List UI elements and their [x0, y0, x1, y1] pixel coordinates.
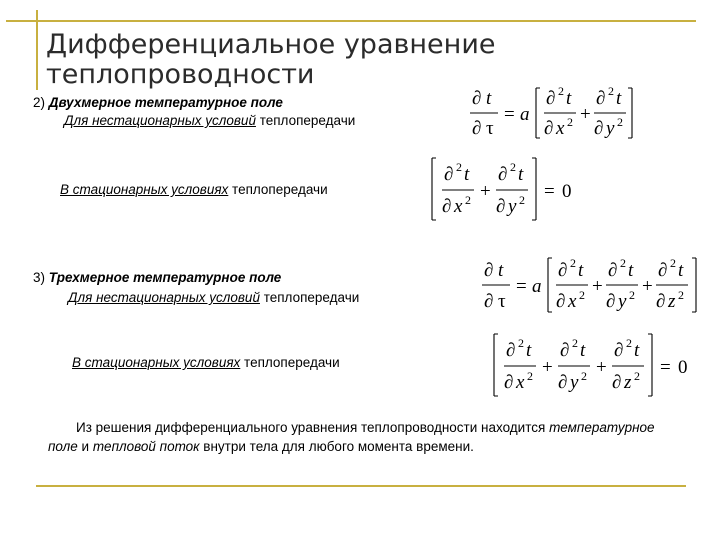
section-3-stationary-label	[72, 355, 340, 370]
eq1-term1-t: t	[566, 88, 572, 109]
eq3-den-partial: ∂	[484, 291, 494, 312]
eq2-term2-den-sup: 2	[519, 193, 525, 207]
eq1-term2-den-sup: 2	[617, 115, 623, 129]
eq4-left-bracket	[494, 334, 498, 396]
section-3-nonstationary-emphasis: Для нестационарных условий	[68, 290, 260, 305]
bottom-rule	[36, 485, 686, 487]
eq4-term1-partial: ∂	[506, 340, 516, 361]
eq1-equals: =	[504, 104, 515, 125]
equation-2d-nonstationary	[466, 80, 636, 144]
eq3-num-t: t	[498, 260, 504, 281]
eq4-term2-den-sup: 2	[581, 369, 587, 383]
eq1-term1-x: x	[556, 118, 565, 139]
eq1-term1-den-sup: 2	[567, 115, 573, 129]
eq3-term2-partial: ∂	[608, 260, 618, 281]
conclusion-emphasis-heat-flux: тепловой поток	[92, 439, 200, 454]
eq2-zero: 0	[562, 181, 572, 202]
eq4-term3-den-partial: ∂	[612, 372, 622, 393]
top-rule	[6, 20, 696, 22]
eq1-term2-sup: 2	[608, 84, 614, 98]
section-3-number: 3)	[33, 270, 46, 285]
eq4-term1-den-partial: ∂	[504, 372, 514, 393]
equation-3d-nonstationary	[478, 252, 708, 318]
eq4-term2-y: y	[570, 372, 579, 393]
eq4-term2-t: t	[580, 340, 586, 361]
eq1-num-t: t	[486, 88, 492, 109]
eq3-term2-den-partial: ∂	[606, 291, 616, 312]
eq2-term1-partial: ∂	[444, 164, 454, 185]
eq2-equals: =	[544, 181, 555, 202]
eq3-left-bracket	[548, 258, 552, 312]
eq2-term2-t: t	[518, 164, 524, 185]
slide-title: Дифференциальное уравнение теплопроводности	[46, 29, 496, 90]
eq1-term1-den-partial: ∂	[544, 118, 554, 139]
eq4-term1-sup: 2	[518, 336, 524, 350]
eq3-term3-den-sup: 2	[678, 288, 684, 302]
eq1-num-partial: ∂	[472, 88, 482, 109]
eq3-den-tau: τ	[498, 291, 506, 312]
eq4-term3-partial: ∂	[614, 340, 624, 361]
eq4-term2-sup: 2	[572, 336, 578, 350]
eq1-term2-y: y	[606, 118, 615, 139]
eq2-plus: +	[480, 181, 491, 202]
eq1-den-partial: ∂	[472, 118, 482, 139]
section-3-stationary-emphasis: В стационарных условиях	[72, 355, 241, 370]
eq1-plus: +	[580, 104, 591, 125]
eq2-left-bracket	[432, 158, 436, 220]
eq2-right-bracket	[532, 158, 536, 220]
section-3-heading	[33, 270, 281, 285]
eq3-term1-partial: ∂	[558, 260, 568, 281]
section-2-heading	[33, 95, 283, 110]
eq3-right-bracket	[692, 258, 696, 312]
eq4-term3-t: t	[634, 340, 640, 361]
eq4-term2-den-partial: ∂	[558, 372, 568, 393]
section-2-number: 2)	[33, 95, 46, 110]
section-3-nonstationary-suffix: теплопередачи	[259, 290, 360, 305]
eq2-term2-partial: ∂	[498, 164, 508, 185]
eq1-den-tau: τ	[486, 118, 494, 139]
eq3-term1-den-sup: 2	[579, 288, 585, 302]
eq4-term3-den-sup: 2	[634, 369, 640, 383]
eq3-term3-den-partial: ∂	[656, 291, 666, 312]
eq4-zero: 0	[678, 357, 688, 378]
eq4-equals: =	[660, 357, 671, 378]
conclusion-text-1: Из решения дифференциального уравнения теплопроводности находится	[76, 420, 550, 435]
section-2-stationary-label	[60, 182, 328, 197]
section-2-stationary-emphasis: В стационарных условиях	[60, 182, 229, 197]
equation-2d-stationary	[424, 154, 584, 226]
eq3-term2-t: t	[628, 260, 634, 281]
eq3-plus-2: +	[642, 276, 653, 297]
eq4-right-bracket	[648, 334, 652, 396]
eq3-plus-1: +	[592, 276, 603, 297]
eq2-term1-sup: 2	[456, 160, 462, 174]
conclusion-paragraph	[48, 418, 688, 456]
eq2-term1-den-sup: 2	[465, 193, 471, 207]
eq4-term1-den-sup: 2	[527, 369, 533, 383]
eq4-term3-sup: 2	[626, 336, 632, 350]
section-2-title: Двухмерное температурное поле	[48, 95, 283, 110]
eq4-term1-x: x	[516, 372, 525, 393]
conclusion-text-2: и	[77, 439, 93, 454]
eq3-term1-den-partial: ∂	[556, 291, 566, 312]
eq4-term1-t: t	[526, 340, 532, 361]
section-2-nonstationary-suffix: теплопередачи	[255, 113, 356, 128]
eq1-term2-den-partial: ∂	[594, 118, 604, 139]
equation-3d-stationary	[486, 330, 706, 402]
eq2-term1-den-partial: ∂	[442, 196, 452, 217]
eq4-plus-2: +	[596, 357, 607, 378]
eq3-term2-y: y	[618, 291, 627, 312]
eq1-term2-partial: ∂	[596, 88, 606, 109]
eq3-equals: =	[516, 276, 527, 297]
eq2-term2-sup: 2	[510, 160, 516, 174]
eq1-coef-a: a	[520, 104, 530, 125]
eq3-term3-sup: 2	[670, 256, 676, 270]
section-3-stationary-suffix: теплопередачи	[240, 355, 340, 370]
eq1-right-bracket	[628, 88, 632, 138]
section-3-nonstationary-label	[68, 290, 359, 305]
eq4-term2-partial: ∂	[560, 340, 570, 361]
eq1-term1-sup: 2	[558, 84, 564, 98]
eq1-term2-t: t	[616, 88, 622, 109]
eq3-term3-z: z	[668, 291, 676, 312]
eq4-term3-z: z	[624, 372, 632, 393]
left-accent-rule	[36, 10, 38, 90]
eq3-term3-partial: ∂	[658, 260, 668, 281]
eq3-term2-den-sup: 2	[629, 288, 635, 302]
conclusion-emphasis-temperature-field: температурное поле	[48, 420, 655, 454]
eq3-term1-x: x	[568, 291, 577, 312]
conclusion-text-3: внутри тела для любого момента времени.	[199, 439, 474, 454]
eq4-plus-1: +	[542, 357, 553, 378]
section-2-stationary-suffix: теплопередачи	[228, 182, 328, 197]
section-3-title: Трехмерное температурное поле	[48, 270, 282, 285]
eq2-term2-y: y	[508, 196, 517, 217]
eq2-term1-x: x	[454, 196, 463, 217]
eq3-term1-t: t	[578, 260, 584, 281]
eq3-term1-sup: 2	[570, 256, 576, 270]
eq3-coef-a: a	[532, 276, 542, 297]
eq3-term2-sup: 2	[620, 256, 626, 270]
eq1-term1-partial: ∂	[546, 88, 556, 109]
eq2-term1-t: t	[464, 164, 470, 185]
section-2-nonstationary-emphasis: Для нестационарных условий	[64, 113, 256, 128]
eq1-left-bracket	[536, 88, 540, 138]
section-2-nonstationary-label	[64, 113, 355, 128]
eq3-num-partial: ∂	[484, 260, 494, 281]
eq3-term3-t: t	[678, 260, 684, 281]
eq2-term2-den-partial: ∂	[496, 196, 506, 217]
